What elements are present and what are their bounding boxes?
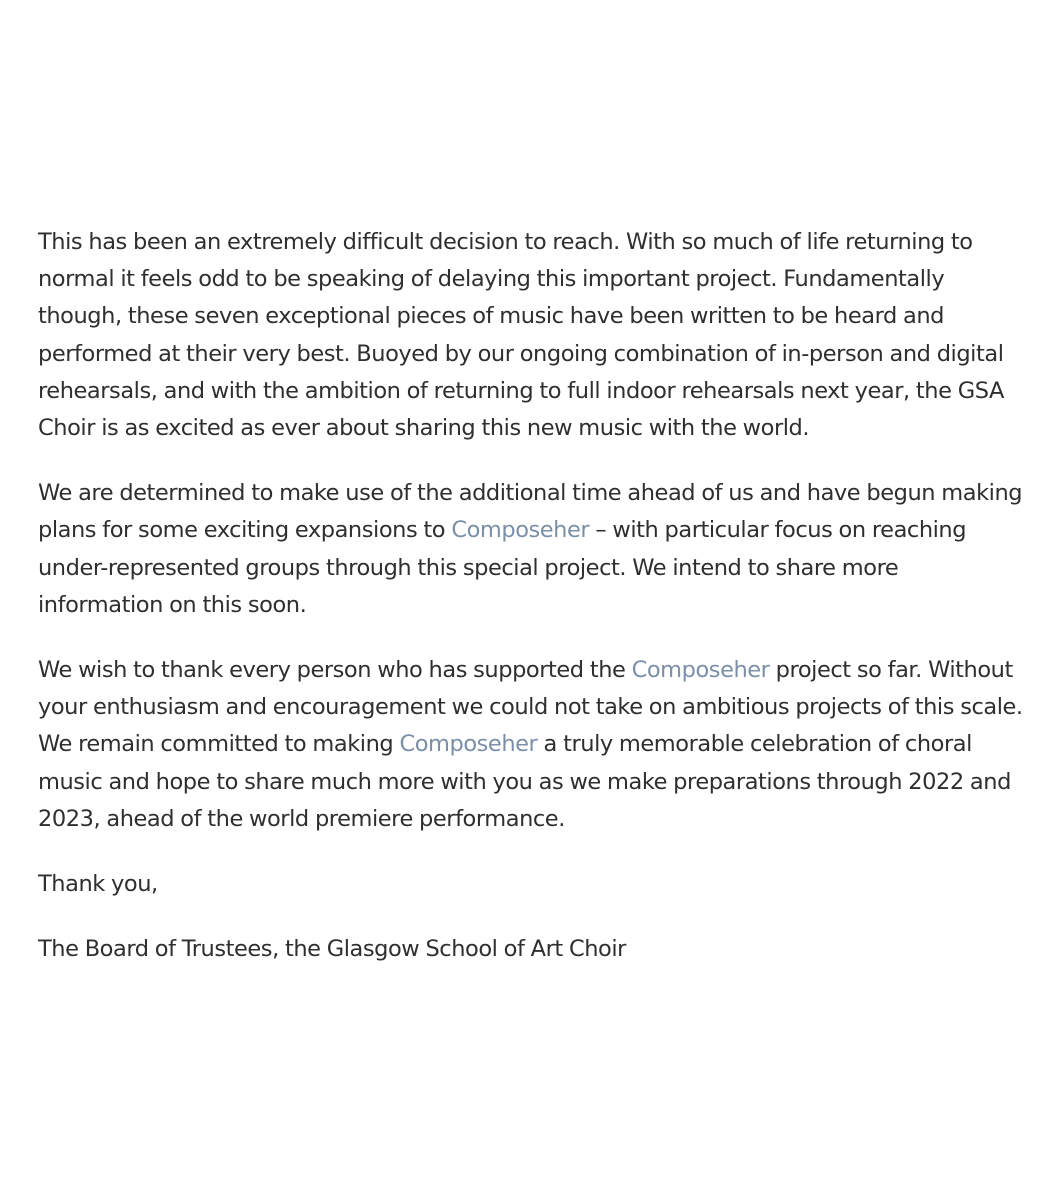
statement-body — [38, 224, 1023, 996]
closing-line — [38, 866, 1023, 903]
composeher-link[interactable]: Composeher — [631, 657, 770, 684]
composeher-link[interactable]: Composeher — [451, 517, 590, 544]
paragraph-expansion — [38, 475, 1023, 624]
paragraph-thanks-text-3: a truly memorable celebration of choral music and hope to share much more with you as we make preparations through 2022 and 2023, ahead of the world premiere performance. — [38, 731, 1011, 832]
composeher-link[interactable]: Composeher — [399, 731, 538, 758]
paragraph-decision — [38, 224, 1023, 447]
signature-line — [38, 931, 1023, 968]
paragraph-thanks-text-1: We wish to thank every person who has supported the — [38, 657, 632, 684]
paragraph-thanks — [38, 652, 1023, 838]
paragraph-expansion-text-1: We are determined to make use of the additional time ahead of us and have begun making plans for some exciting expansions to — [38, 480, 1023, 544]
paragraph-expansion-text-2: – with particular focus on reaching under-represented groups through this special project. We intend to share more information on this soon. — [38, 517, 967, 618]
paragraph-decision-text: This has been an extremely difficult decision to reach. With so much of life returning to normal it feels odd to be speaking of delaying this important project. Fundamentally though, these seven exceptional pieces of music have been written to be heard and performed at their very best. Buoyed by our ongoing combination of in-person and digital rehearsals, and with the ambition of returning to full indoor rehearsals next year, the GSA Choir is as excited as ever about sharing this new music with the world. — [38, 229, 1004, 442]
signature-line-text: The Board of Trustees, the Glasgow School of Art Choir — [38, 936, 626, 963]
closing-line-text: Thank you, — [38, 871, 158, 898]
paragraph-thanks-text-2: project so far. Without your enthusiasm and encouragement we could not take on ambitious projects of this scale. We remain committed to making — [38, 657, 1023, 758]
